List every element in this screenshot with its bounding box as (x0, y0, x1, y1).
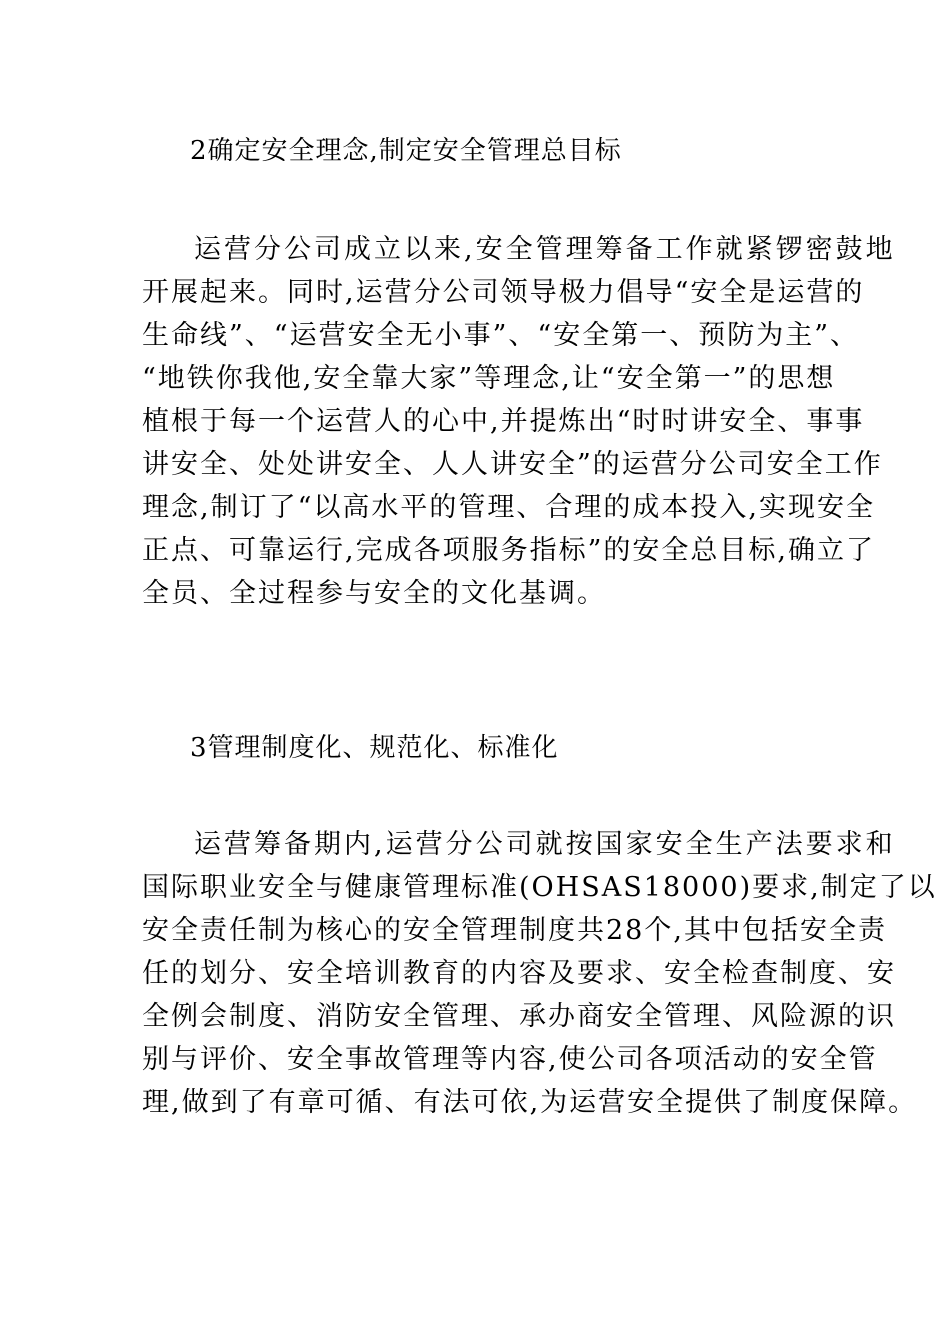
paragraph-line: 理,做到了有章可循、有法可依,为运营安全提供了制度保障。 (142, 1087, 918, 1118)
paragraph-line: 别与评价、安全事故管理等内容,使公司各项活动的安全管 (142, 1044, 878, 1075)
paragraph-line: 运营分公司成立以来,安全管理筹备工作就紧锣密鼓地 (194, 234, 896, 265)
paragraph-line: 运营筹备期内,运营分公司就按国家安全生产法要求和 (194, 829, 896, 860)
paragraph-line: 理念,制订了“以高水平的管理、合理的成本投入,实现安全 (142, 492, 875, 523)
section-3-paragraph (142, 823, 937, 1124)
paragraph-line: 讲安全、处处讲安全、人人讲安全”的运营分公司安全工作 (142, 449, 883, 480)
paragraph-line: 国际职业安全与健康管理标准(OHSAS18000)要求,制定了以 (142, 872, 937, 903)
paragraph-line: 任的划分、安全培训教育的内容及要求、安全检查制度、安 (142, 958, 896, 989)
paragraph-line: 安全责任制为核心的安全管理制度共28个,其中包括安全责 (142, 915, 887, 946)
paragraph-line: 全员、全过程参与安全的文化基调。 (142, 578, 606, 609)
paragraph-line: 生命线”、“运营安全无小事”、“安全第一、预防为主”、 (142, 320, 860, 351)
paragraph-line: 植根于每一个运营人的心中,并提炼出“时时讲安全、事事 (142, 406, 865, 437)
section-2-heading: 2确定安全理念,制定安全管理总目标 (190, 136, 622, 166)
section-2-paragraph (142, 228, 896, 615)
paragraph-line: 开展起来。同时,运营分公司领导极力倡导“安全是运营的 (142, 277, 865, 308)
paragraph-line: 正点、可靠运行,完成各项服务指标”的安全总目标,确立了 (142, 535, 875, 566)
paragraph-line: “地铁你我他,安全靠大家”等理念,让“安全第一”的思想 (142, 363, 836, 394)
section-3-heading: 3管理制度化、规范化、标准化 (190, 733, 559, 763)
paragraph-line: 全例会制度、消防安全管理、承办商安全管理、风险源的识 (142, 1001, 896, 1032)
